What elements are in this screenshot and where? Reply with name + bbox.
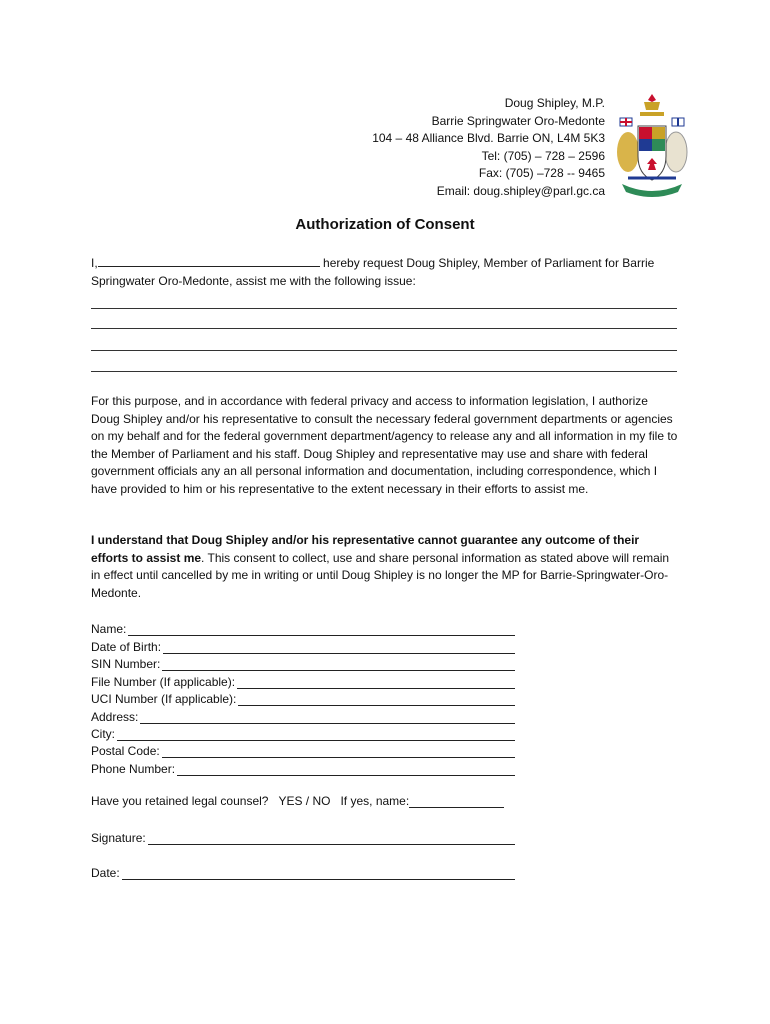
postal-code-label: Postal Code: — [91, 744, 160, 758]
dob-field[interactable] — [91, 638, 515, 654]
office-address: 104 – 48 Alliance Blvd. Barrie ON, L4M 5K3 — [372, 131, 605, 145]
coat-of-arms-icon — [614, 92, 690, 200]
counsel-ifyes-label: If yes, name: — [340, 794, 410, 808]
signature-line[interactable] — [148, 832, 515, 845]
purpose-paragraph: For this purpose, and in accordance with federal privacy and access to information legislation, I authorize Doug Shipley and/or his representative to consult the necessary federal government departments or agencies on my behalf and for the federal government department/agency to release any and all information in my file to the Member of Parliament and his staff. Doug Shipley and representative may use and share with federal government officials any an all personal information and documentation, including correspondence, which I have provided to him or his representative to the extent necessary in their efforts to assist me. — [91, 394, 678, 496]
counsel-options[interactable]: YES / NO — [278, 794, 331, 808]
counsel-name-line[interactable] — [409, 795, 504, 808]
uci-number-label: UCI Number (If applicable): — [91, 692, 237, 706]
understand-paragraph — [91, 532, 679, 602]
postal-code-field[interactable] — [91, 742, 515, 758]
legal-counsel-row — [91, 794, 514, 808]
phone-number-line[interactable] — [177, 763, 515, 776]
letterhead — [372, 95, 605, 200]
city-field[interactable] — [91, 725, 515, 741]
sin-label: SIN Number: — [91, 657, 161, 671]
name-label: Name: — [91, 622, 127, 636]
dob-line[interactable] — [163, 641, 515, 654]
office-email: Email: doug.shipley@parl.gc.ca — [436, 183, 605, 198]
requester-name-line[interactable] — [98, 254, 320, 267]
request-prefix: I, — [91, 256, 98, 270]
phone-number-label: Phone Number: — [91, 762, 176, 776]
counsel-question: Have you retained legal counsel? — [91, 794, 269, 808]
mp-name: Doug Shipley, M.P. — [504, 96, 605, 110]
office-fax: Fax: (705) –728 -- 9465 — [478, 166, 605, 180]
phone-number-field[interactable] — [91, 760, 515, 776]
date-field[interactable] — [91, 864, 515, 880]
file-number-line[interactable] — [237, 676, 515, 689]
name-field[interactable] — [91, 620, 515, 636]
file-number-field[interactable] — [91, 673, 515, 689]
postal-code-line[interactable] — [162, 745, 515, 758]
issue-line-2[interactable] — [91, 328, 677, 329]
city-line[interactable] — [117, 728, 515, 741]
file-number-label: File Number (If applicable): — [91, 675, 236, 689]
request-text: hereby request Doug Shipley, Member of Parliament for Barrie Springwater Oro-Medonte, assist me with the following issue: — [91, 256, 655, 288]
form-title: Authorization of Consent — [295, 216, 475, 233]
office-tel: Tel: (705) – 728 – 2596 — [481, 148, 605, 163]
understand-rest: . This consent to collect, use and share personal information as stated above will remain in effect until cancelled by me in writing or until Doug Shipley is no longer the MP for Barrie-Springwater-Oro-Medonte. — [91, 550, 670, 600]
riding-name: Barrie Springwater Oro-Medonte — [431, 113, 605, 128]
signature-label: Signature: — [91, 831, 146, 845]
issue-line-4[interactable] — [91, 371, 677, 372]
sin-line[interactable] — [162, 658, 515, 671]
dob-label: Date of Birth: — [91, 640, 162, 654]
understand-bold: I understand that Doug Shipley and/or his representative cannot guarantee any outcome of their efforts to assist me — [91, 533, 640, 565]
address-field[interactable] — [91, 708, 515, 724]
issue-line-3[interactable] — [91, 350, 677, 351]
name-line[interactable] — [128, 623, 515, 636]
date-line[interactable] — [122, 867, 515, 880]
request-paragraph — [91, 254, 679, 290]
address-line[interactable] — [140, 711, 515, 724]
uci-number-line[interactable] — [238, 693, 515, 706]
signature-field[interactable] — [91, 829, 515, 845]
date-label: Date: — [91, 866, 120, 880]
uci-number-field[interactable] — [91, 690, 515, 706]
issue-line-1[interactable] — [91, 308, 677, 309]
sin-field[interactable] — [91, 655, 515, 671]
city-label: City: — [91, 727, 115, 741]
address-label: Address: — [91, 710, 139, 724]
